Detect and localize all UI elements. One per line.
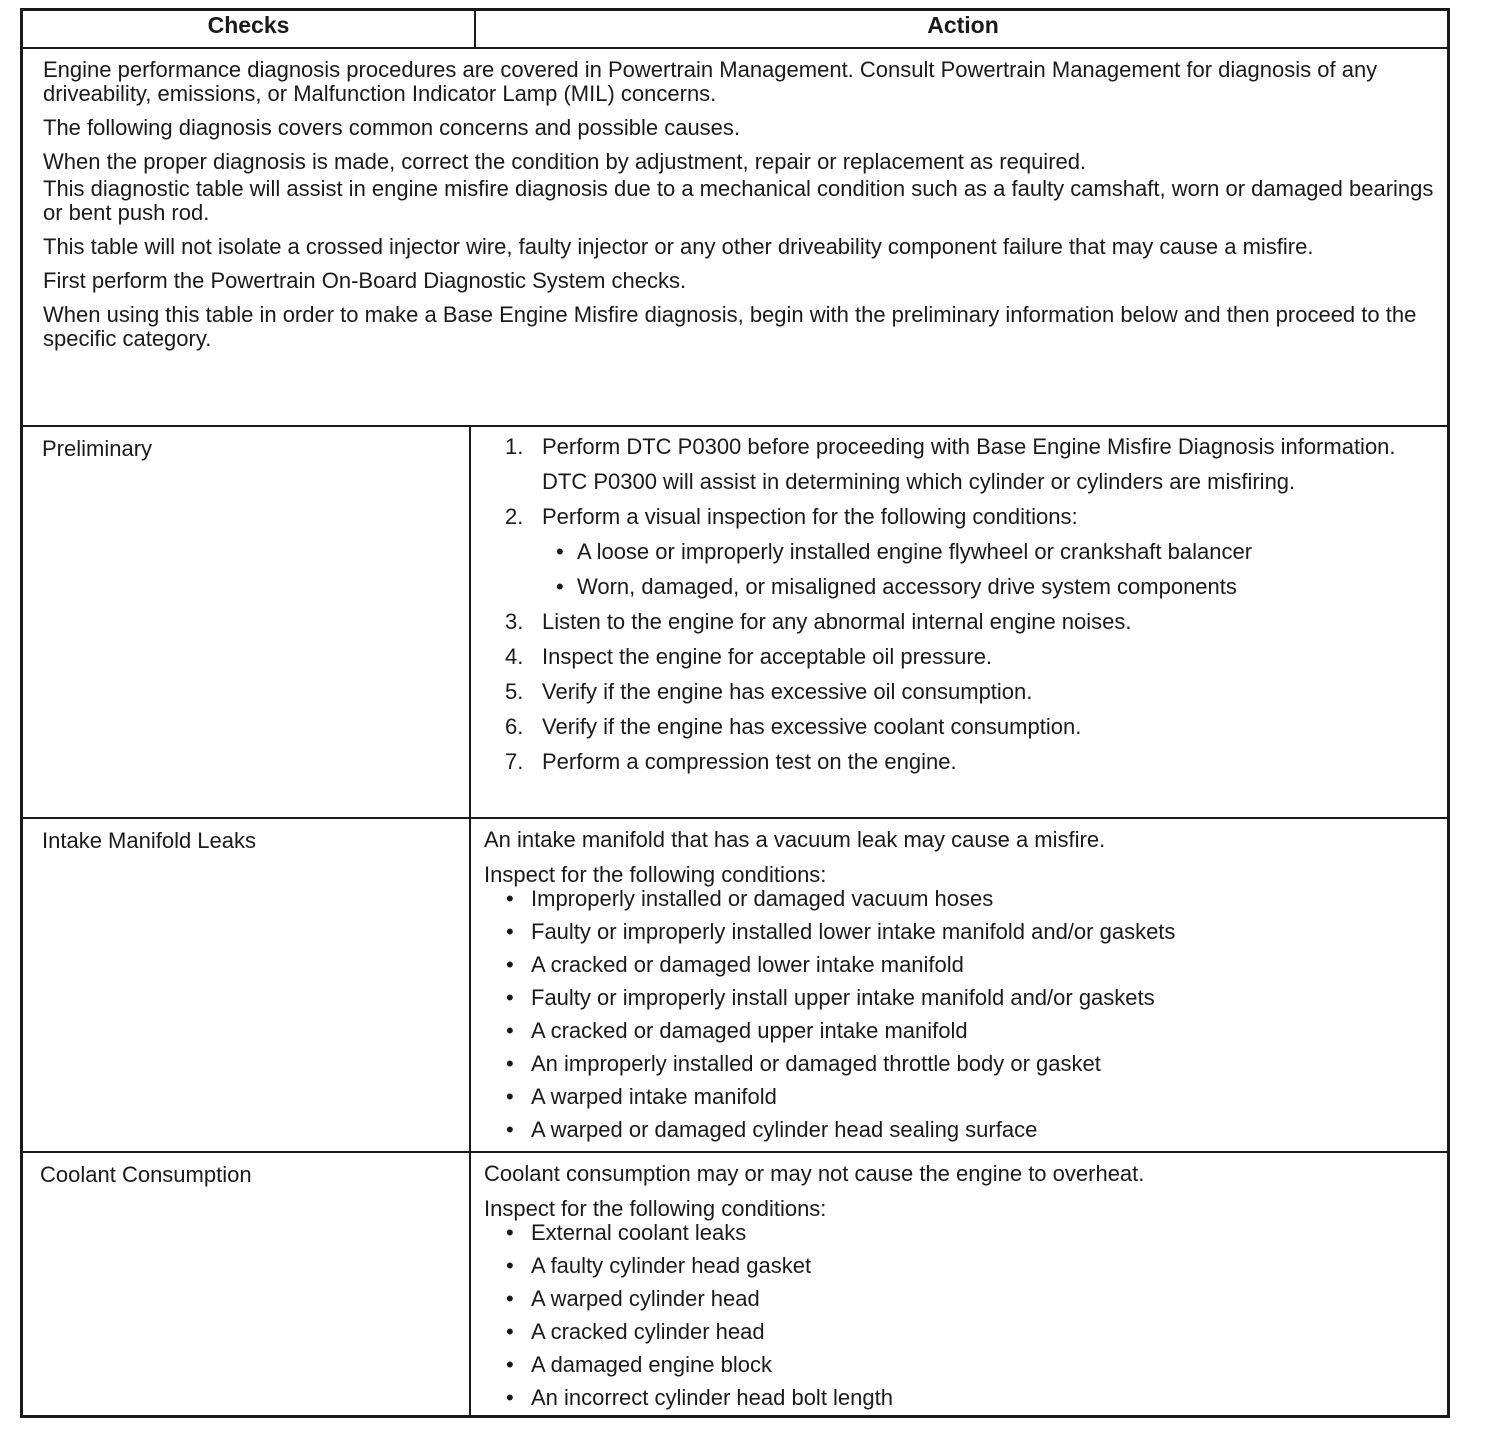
header-checks: Checks bbox=[207, 12, 290, 38]
step-number: 1. bbox=[505, 434, 524, 459]
preliminary-steps bbox=[505, 435, 1435, 785]
intro-paragraph: When using this table in order to make a Base Engine Misfire diagnosis, begin with the preliminary information below and then proceed to the specific category. bbox=[43, 302, 1417, 351]
list-item: • External coolant leaks bbox=[484, 1221, 1434, 1245]
list-item bbox=[505, 505, 1435, 599]
intro-paragraph: This diagnostic table will assist in engine misfire diagnosis due to a mechanical condition such as a faulty camshaft, worn or damaged bearings or bent push rod. bbox=[43, 176, 1434, 225]
check-preliminary: Preliminary bbox=[42, 436, 153, 461]
intro-paragraph: This table will not isolate a crossed injector wire, faulty injector or any other driveability component failure that may cause a misfire. bbox=[43, 234, 1314, 259]
intro-divider bbox=[20, 425, 1450, 427]
list-item: • A cracked cylinder head bbox=[484, 1320, 1434, 1344]
intro-paragraph: When the proper diagnosis is made, correct the condition by adjustment, repair or replacement as required. bbox=[43, 149, 1087, 174]
list-item: • Faulty or improperly install upper intake manifold and/or gaskets bbox=[484, 986, 1434, 1010]
step-subitems bbox=[542, 540, 1435, 599]
step-text: Inspect the engine for acceptable oil pressure. bbox=[542, 644, 993, 669]
list-item: • A damaged engine block bbox=[484, 1353, 1434, 1377]
action-inspect-label: Inspect for the following conditions: bbox=[484, 862, 827, 887]
intake-manifold-action bbox=[484, 828, 1434, 1151]
header-action: Action bbox=[927, 12, 999, 38]
step-text: Listen to the engine for any abnormal internal engine noises. bbox=[542, 609, 1132, 634]
list-item: • Improperly installed or damaged vacuum hoses bbox=[484, 887, 1434, 911]
step-text: Verify if the engine has excessive oil consumption. bbox=[542, 679, 1033, 704]
list-item: • Faulty or improperly installed lower intake manifold and/or gaskets bbox=[484, 920, 1434, 944]
list-item bbox=[505, 645, 1435, 669]
body-column-divider bbox=[469, 425, 471, 1418]
list-item: • An incorrect cylinder head bolt length bbox=[484, 1386, 1434, 1410]
list-item: • A warped cylinder head bbox=[484, 1287, 1434, 1311]
intro-paragraph: The following diagnosis covers common concerns and possible causes. bbox=[43, 115, 741, 140]
list-item: • A loose or improperly installed engine flywheel or crankshaft balancer bbox=[542, 540, 1435, 564]
list-item bbox=[505, 610, 1435, 634]
list-item: • An improperly installed or damaged throttle body or gasket bbox=[484, 1052, 1434, 1076]
row-divider-1 bbox=[20, 817, 1450, 819]
coolant-consumption-action bbox=[484, 1162, 1434, 1419]
condition-list bbox=[484, 887, 1434, 1142]
step-text: Perform DTC P0300 before proceeding with Base Engine Misfire Diagnosis information. bbox=[542, 434, 1396, 459]
list-item bbox=[505, 680, 1435, 704]
action-lead: Coolant consumption may or may not cause the engine to overheat. bbox=[484, 1161, 1145, 1186]
list-item: • A cracked or damaged lower intake manifold bbox=[484, 953, 1434, 977]
header-divider bbox=[20, 47, 1450, 49]
step-note: DTC P0300 will assist in determining which cylinder or cylinders are misfiring. bbox=[542, 469, 1296, 494]
step-number: 5. bbox=[505, 679, 524, 704]
step-text: Perform a compression test on the engine. bbox=[542, 749, 957, 774]
action-inspect-label: Inspect for the following conditions: bbox=[484, 1196, 827, 1221]
intro-paragraph: First perform the Powertrain On-Board Diagnostic System checks. bbox=[43, 268, 687, 293]
step-number: 2. bbox=[505, 504, 524, 529]
step-number: 6. bbox=[505, 714, 524, 739]
action-lead: An intake manifold that has a vacuum leak may cause a misfire. bbox=[484, 827, 1106, 852]
list-item: • A faulty cylinder head gasket bbox=[484, 1254, 1434, 1278]
list-item: • Worn, damaged, or misaligned accessory drive system components bbox=[542, 575, 1435, 599]
step-number: 7. bbox=[505, 749, 524, 774]
list-item: • A cracked or damaged upper intake manifold bbox=[484, 1019, 1434, 1043]
list-item bbox=[505, 435, 1435, 494]
list-item: • A warped or damaged cylinder head sealing surface bbox=[484, 1118, 1434, 1142]
condition-list bbox=[484, 1221, 1434, 1410]
list-item: • A warped intake manifold bbox=[484, 1085, 1434, 1109]
intro-paragraph: Engine performance diagnosis procedures are covered in Powertrain Management. Consult Powertrain Management for diagnosis of any driveability, emissions, or Malfunction Indicator Lamp (MIL) concerns. bbox=[43, 57, 1378, 106]
step-number: 4. bbox=[505, 644, 524, 669]
step-text: Perform a visual inspection for the following conditions: bbox=[542, 504, 1078, 529]
intro-text bbox=[43, 58, 1438, 361]
step-number: 3. bbox=[505, 609, 524, 634]
step-text: Verify if the engine has excessive coolant consumption. bbox=[542, 714, 1082, 739]
check-coolant-consumption: Coolant Consumption bbox=[40, 1162, 252, 1187]
row-divider-2 bbox=[20, 1151, 1450, 1153]
list-item bbox=[505, 715, 1435, 739]
check-intake-manifold-leaks: Intake Manifold Leaks bbox=[42, 828, 257, 853]
list-item bbox=[505, 750, 1435, 774]
